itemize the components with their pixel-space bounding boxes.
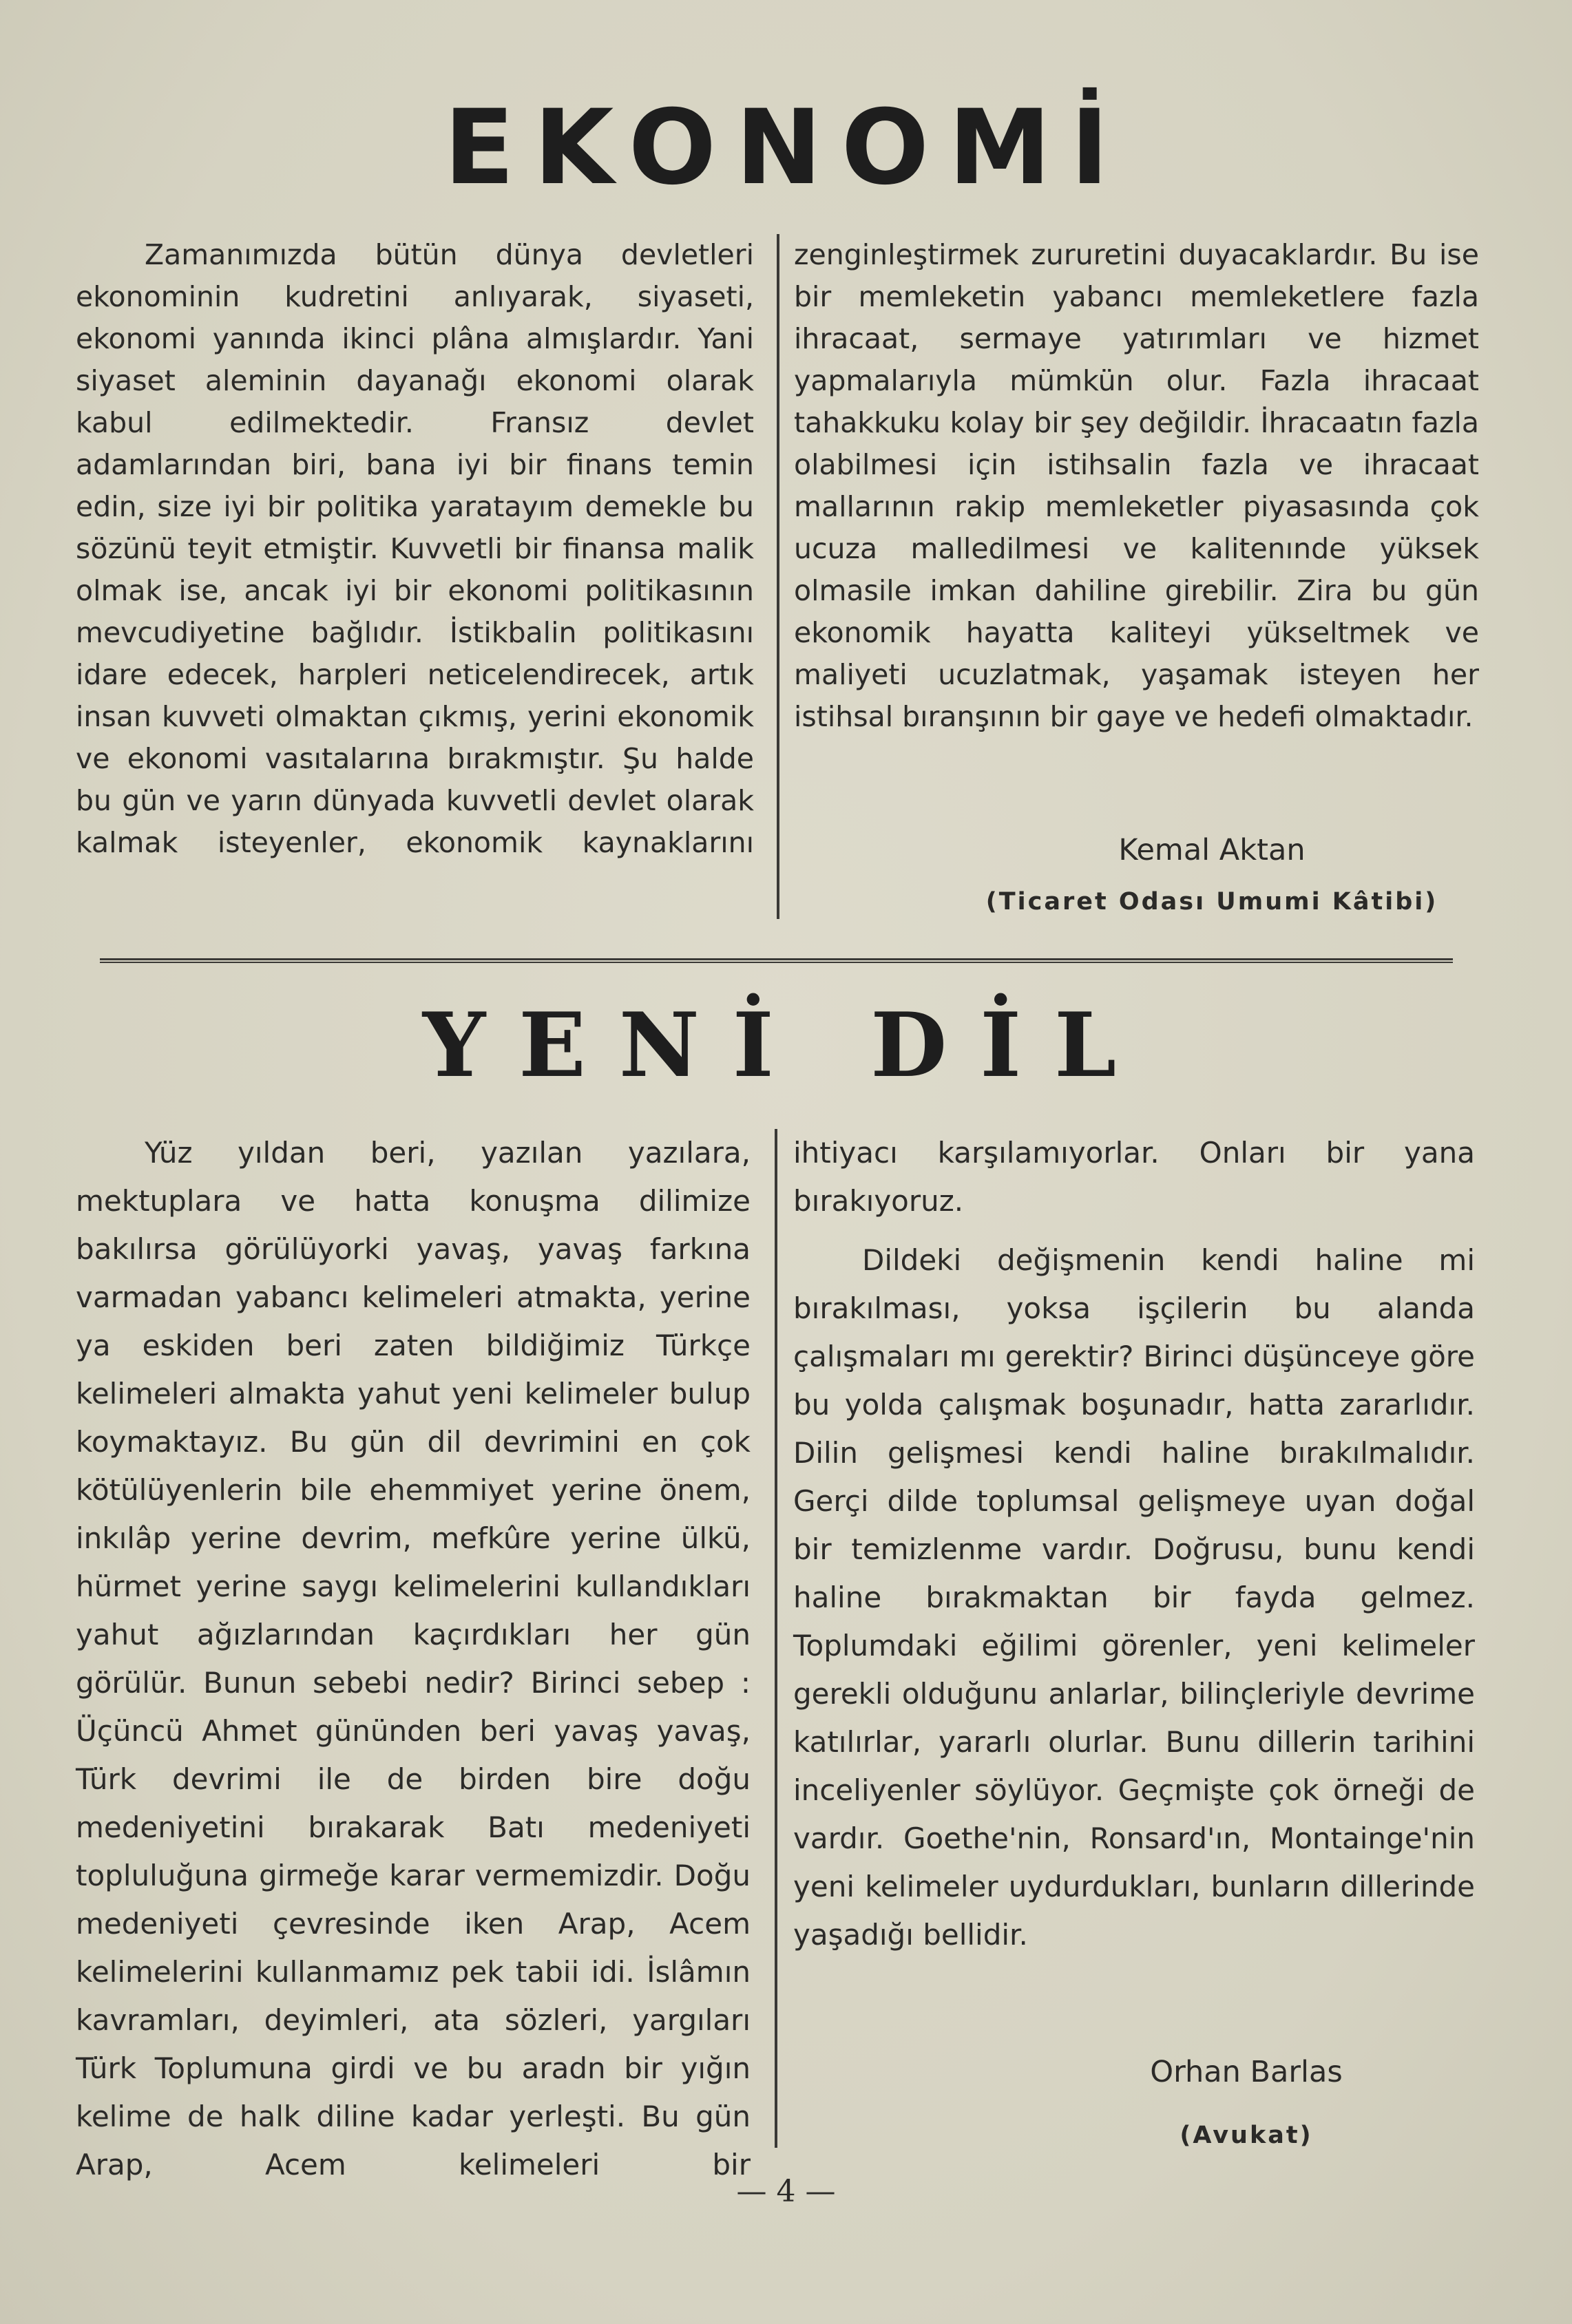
ekonomi-right-column (794, 234, 1479, 738)
ekonomi-left-paragraph: Zamanımızda bütün dünya devletleri ekonominin kudretini anlıyarak, siyaseti, ekonomi yanında ikinci plâna almışlardır. Yani siyaset aleminin dayanağı ekonomi olarak kabul edilmektedir. Fransız devlet adamlarından biri, bana iyi bir finans temin edin, size iyi bir politika yaratayım demekle bu sözünü teyit etmiştir. Kuvvetli bir finansa malik olmak ise, ancak iyi bir ekonomi politikasının mevcudiyetine bağlıdır. İstikbalin politikasını idare edecek, harpleri neticelendirecek, artık insan kuvveti olmaktan çıkmış, yerini ekonomik ve ekonomi vasıtalarına bırakmıştır. Şu halde bu gün ve yarın dünyada kuvvetli devlet olarak kalmak isteyenler, ekonomik kaynaklarını (76, 238, 754, 859)
yeni-dil-author-title: (Avukat) (1180, 2122, 1313, 2149)
section-separator-rule (100, 958, 1453, 963)
yeni-dil-right-paragraph-1: ihtiyacı karşılamıyorlar. Onları bir yana bırakıyoruz. (793, 1136, 1475, 1218)
column-divider-2 (775, 1129, 777, 2148)
yeni-dil-left-paragraph: Yüz yıldan beri, yazılan yazılara, mektuplara ve hatta konuşma dilimize bakılırsa görülüyorki yavaş, yavaş farkına varmadan yabancı kelimeleri atmakta, yerine ya eskiden beri zaten bildiğimiz Türkçe kelimeleri almakta yahut yeni kelimeler bulup koymaktayız. Bu gün dil devrimini en çok kötülüyenlerin bile ehemmiyet yerine önem, inkılâp yerine devrim, mefkûre yerine ülkü, hürmet yerine saygı kelimelerini kullandıkları yahut ağızlarından kaçırdıkları her gün görülür. Bunun sebebi nedir? Birinci sebep : Üçüncü Ahmet gününden beri yavaş yavaş, Türk devrimi ile de birden bire doğu medeniyetini bırakarak Batı medeniyeti topluluğuna girmeğe karar vermemizdir. Doğu medeniyeti çevresinde iken Arap, Acem kelimelerini kullanmamız pek tabii idi. İslâmın kavramları, deyimleri, ata sözleri, yargıları Türk Toplumuna girdi ve bu aradn bir yığın kelime de halk diline kadar yerleşti. Bu gün Arap, Acem kelimeleri bir (76, 1136, 751, 2182)
ekonomi-right-paragraph: zenginleştirmek zururetini duyacaklardır. Bu ise bir memleketin yabancı memleketlere fazla ihracaat, sermaye yatırımları ve hizmet yapmalarıyla mümkün olur. Fazla ihracaat tahakkuku kolay bir şey değildir. İhracaatın fazla olabilmesi için istihsalin fazla ve ihracaat mallarının rakip memleketler piyasasında çok ucuza malledilmesi ve kalitenınde yüksek olmasile imkan dahiline girebilir. Zira bu gün ekonomik hayatta kaliteyi yükseltmek ve maliyeti ucuzlatmak, yaşamak isteyen her istihsal bıranşının bir gaye ve hedefi olmaktadır. (794, 238, 1479, 733)
column-divider-1 (777, 234, 779, 919)
section-title-yeni-dil: YENİ DİL (422, 994, 1150, 1097)
page-number: — 4 — (736, 2174, 836, 2209)
yeni-dil-right-paragraph-2: Dildeki değişmenin kendi haline mi bırakılması, yoksa işçilerin bu alanda çalışmaları mı gerektir? Birinci düşünceye göre bu yolda çalışmak boşunadır, hatta zararlıdır. Dilin gelişmesi kendi haline bırakılmalıdır. Gerçi dilde toplumsal gelişmeye uyan doğal bir temizlenme vardır. Doğrusu, bunu kendi haline bırakmaktan bir fayda gelmez. Toplumdaki eğilimi görenler, yeni kelimeler gerekli olduğunu anlarlar, bilinçleriyle devrime katılırlar, yararlı olurlar. Bunu dillerin tarihini inceliyenler söylüyor. Geçmişte çok örneği de vardır. Goethe'nin, Ronsard'ın, Montainge'nin yeni kelimeler uydurdukları, bunların dillerinde yaşadığı bellidir. (793, 1243, 1475, 1952)
section-title-ekonomi: EKONOMİ (443, 88, 1129, 208)
ekonomi-author: Kemal Aktan (1118, 833, 1306, 867)
yeni-dil-right-column (793, 1129, 1475, 1959)
ekonomi-left-column (76, 234, 754, 864)
yeni-dil-left-column (76, 1129, 751, 2189)
ekonomi-author-title: (Ticaret Odası Umumi Kâtibi) (985, 888, 1438, 916)
yeni-dil-author: Orhan Barlas (1150, 2055, 1343, 2089)
